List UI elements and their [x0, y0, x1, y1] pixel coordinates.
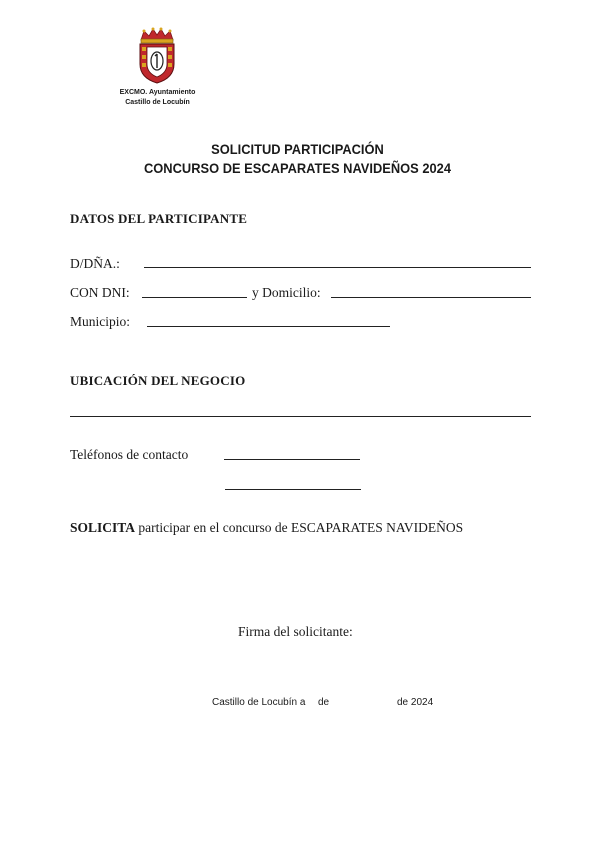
coat-of-arms-logo: [136, 26, 178, 84]
dni-label: CON DNI:: [70, 285, 130, 300]
org-name-line2: Castillo de Locubín: [125, 99, 190, 106]
request-keyword: SOLICITA: [70, 520, 136, 535]
address-label: y Domicilio:: [252, 285, 321, 300]
org-name-line1: EXCMO. Ayuntamiento: [119, 89, 196, 96]
date-place-text: Castillo de Locubín a: [212, 697, 306, 708]
business-section-heading: UBICACIÓN DEL NEGOCIO: [70, 373, 246, 388]
phone-field-line-1[interactable]: [224, 459, 360, 460]
dni-field-line[interactable]: [142, 297, 247, 298]
date-year-text: de 2024: [397, 697, 434, 708]
phones-label: Teléfonos de contacto: [70, 447, 189, 462]
municipality-label: Municipio:: [70, 314, 130, 329]
request-statement: [70, 520, 463, 536]
signature-label: Firma del solicitante:: [238, 624, 353, 639]
municipality-field-line[interactable]: [147, 326, 390, 327]
phone-field-line-2[interactable]: [225, 489, 361, 490]
name-label: D/DÑA.:: [70, 256, 120, 271]
date-de-text: de: [318, 697, 330, 708]
participant-section-heading: DATOS DEL PARTICIPANTE: [70, 211, 248, 226]
document-title-line2: CONCURSO DE ESCAPARATES NAVIDEÑOS 2024: [143, 160, 452, 176]
document-title-line1: SOLICITUD PARTICIPACIÓN: [211, 141, 384, 157]
address-field-line[interactable]: [331, 297, 531, 298]
business-location-field-line[interactable]: [70, 416, 531, 417]
request-text: participar en el concurso de ESCAPARATES NAVIDEÑOS: [135, 520, 464, 535]
name-field-line[interactable]: [144, 267, 531, 268]
